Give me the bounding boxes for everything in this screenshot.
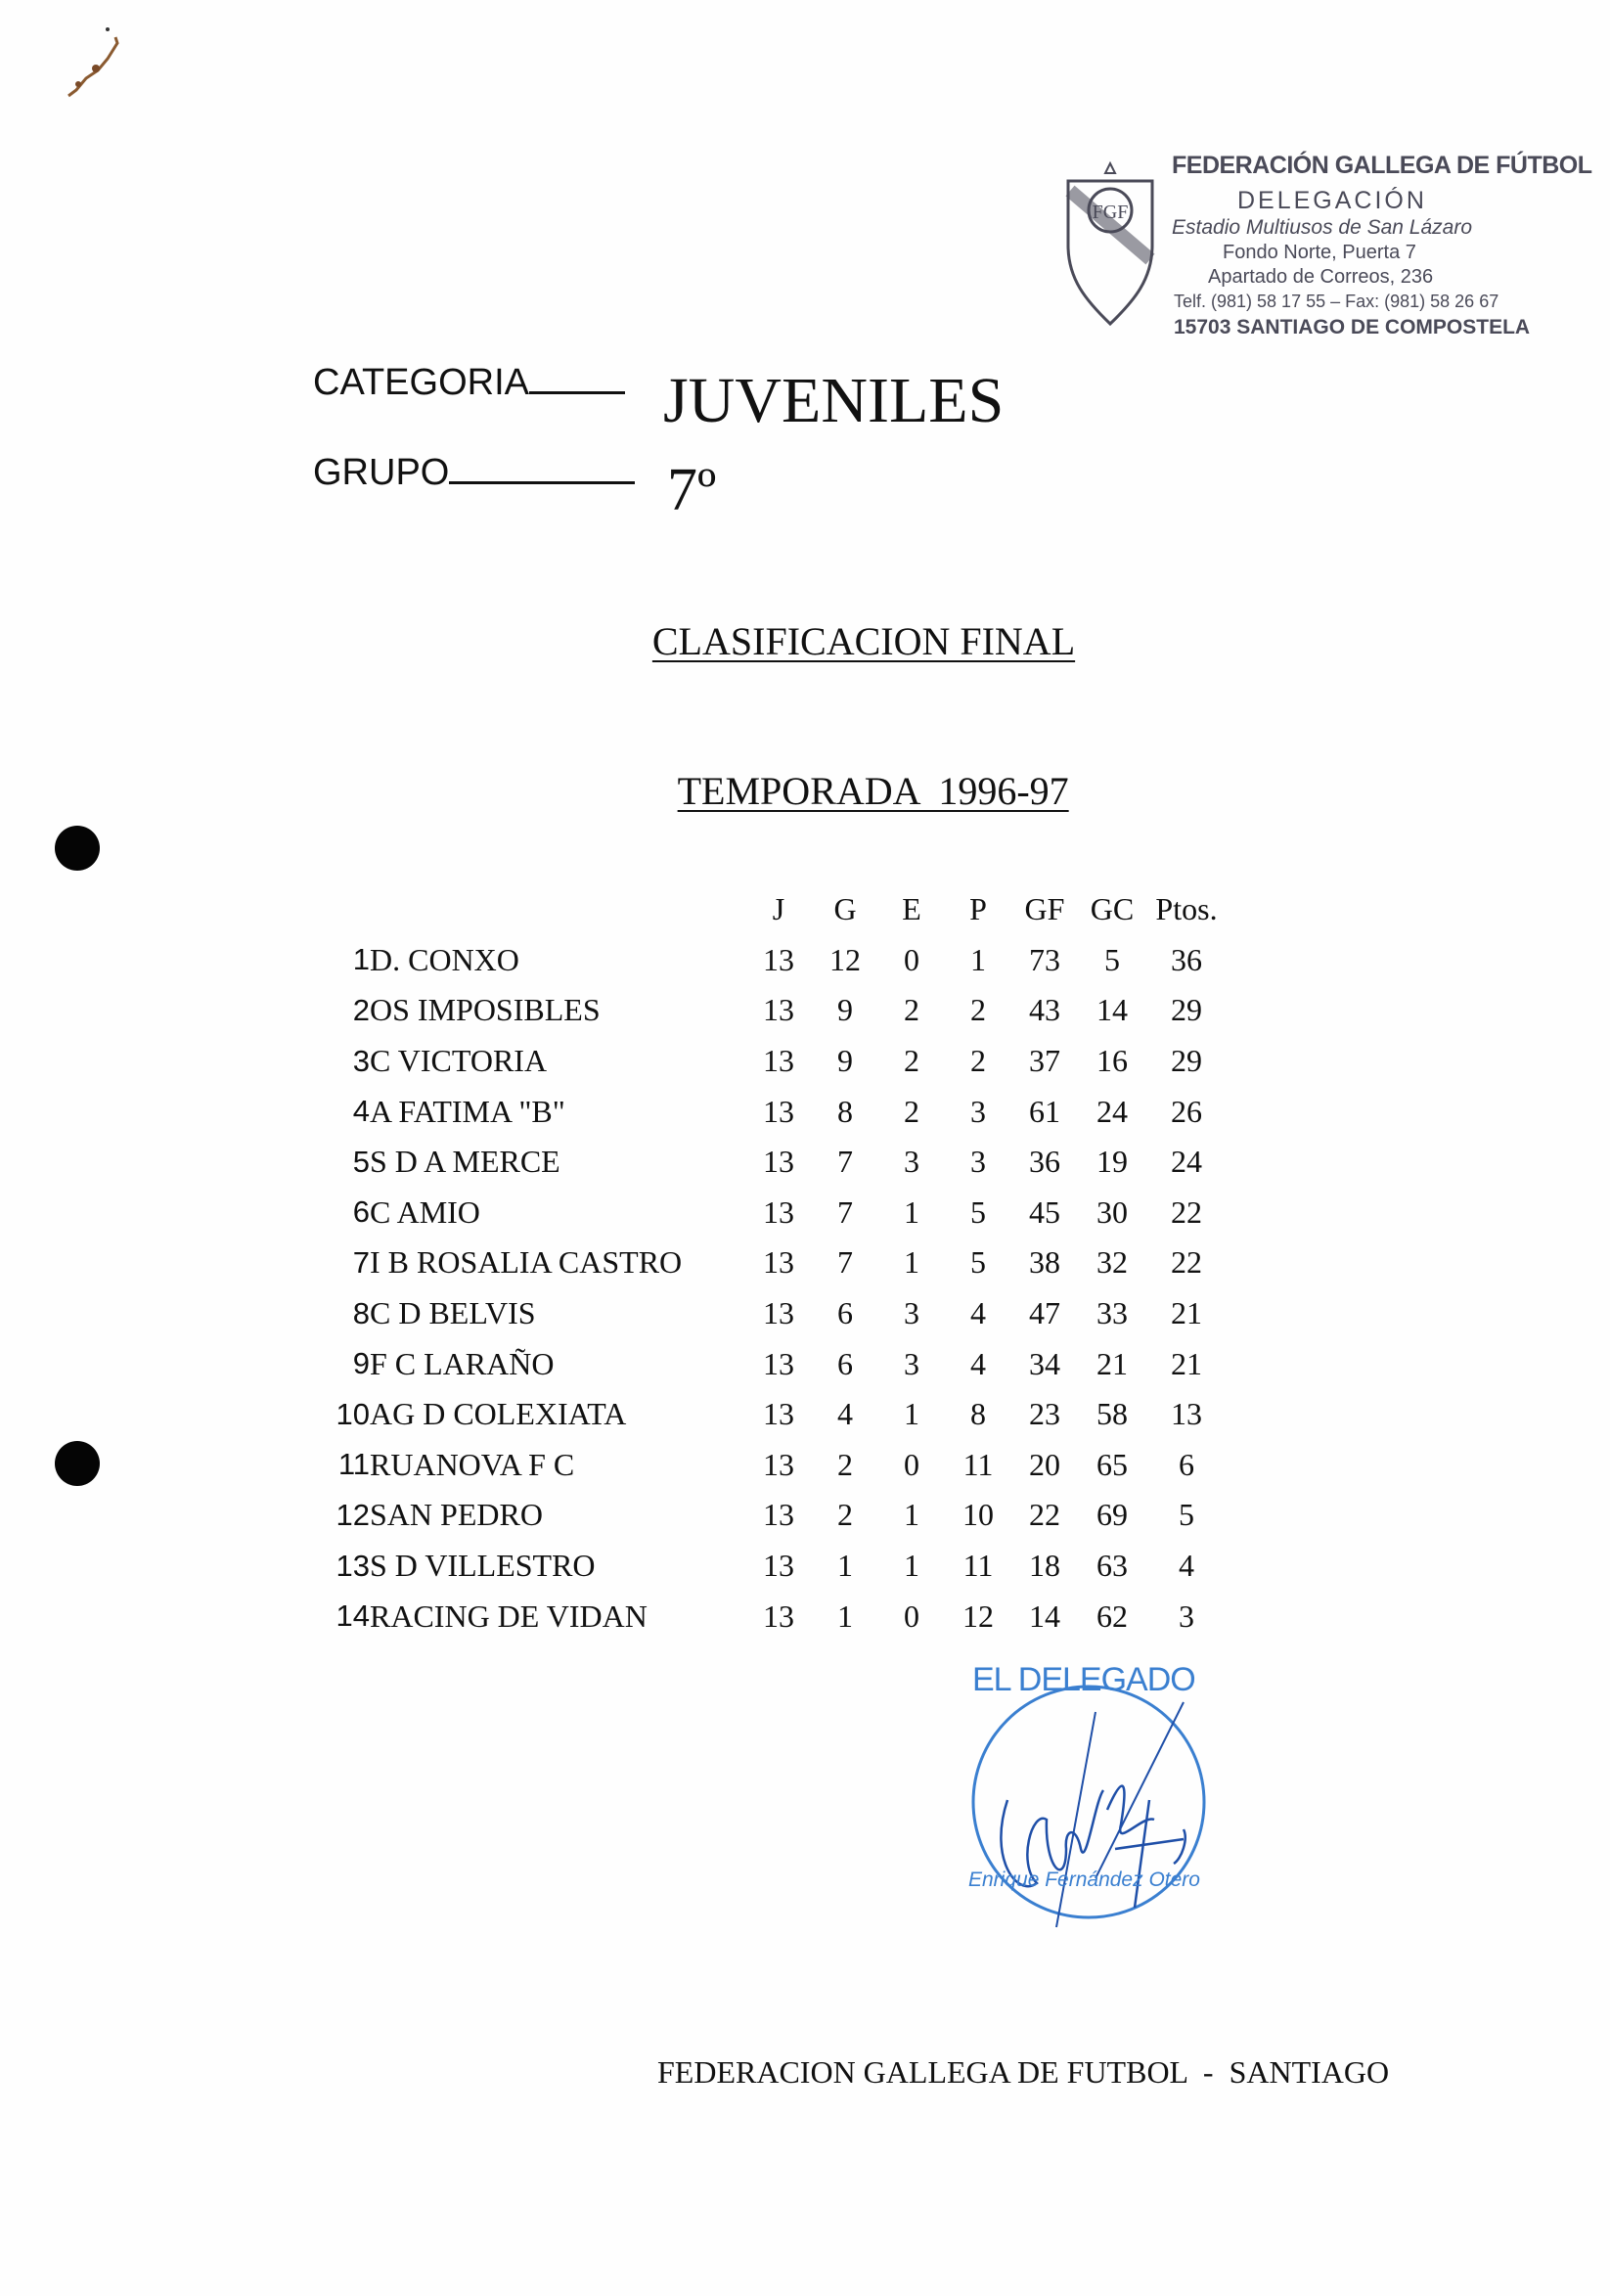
categoria-value: JUVENILES xyxy=(663,365,1005,436)
col-header-p: P xyxy=(969,891,987,927)
cell-pts: 5 xyxy=(1179,1497,1194,1533)
cell-p: 1 xyxy=(970,941,986,977)
cell-gf: 23 xyxy=(1029,1396,1060,1432)
cell-e: 2 xyxy=(904,1093,919,1129)
cell-pts: 21 xyxy=(1171,1295,1202,1331)
cell-gc: 21 xyxy=(1096,1345,1128,1381)
cell-team: RUANOVA F C xyxy=(370,1446,575,1482)
cell-position: 11 xyxy=(337,1447,370,1482)
cell-position: 4 xyxy=(352,1094,370,1129)
cell-position: 2 xyxy=(352,992,370,1027)
col-header-pts: Ptos. xyxy=(1155,891,1218,927)
delegado-signature xyxy=(949,1653,1252,1947)
cell-e: 0 xyxy=(904,1446,919,1482)
cell-gf: 14 xyxy=(1029,1598,1060,1634)
stamp-line-4: Fondo Norte, Puerta 7 xyxy=(1223,242,1416,263)
cell-pts: 6 xyxy=(1179,1446,1194,1482)
standings-table xyxy=(311,884,1227,1642)
cell-team: RACING DE VIDAN xyxy=(370,1598,648,1634)
table-row xyxy=(311,1086,1227,1137)
punch-hole-top xyxy=(55,826,100,871)
cell-e: 1 xyxy=(904,1497,919,1533)
cell-p: 8 xyxy=(970,1396,986,1432)
stamp-line-2: DELEGACIÓN xyxy=(1237,187,1427,214)
cell-j: 13 xyxy=(763,992,794,1028)
cell-gc: 58 xyxy=(1096,1396,1128,1432)
cell-e: 3 xyxy=(904,1295,919,1331)
cell-team: A FATIMA "B" xyxy=(370,1093,565,1129)
cell-p: 5 xyxy=(970,1193,986,1230)
cell-gc: 63 xyxy=(1096,1548,1128,1584)
cell-position: 6 xyxy=(352,1194,370,1230)
cell-gf: 18 xyxy=(1029,1548,1060,1584)
table-row xyxy=(311,1490,1227,1541)
cell-team: S D A MERCE xyxy=(370,1144,560,1180)
federation-crest-icon xyxy=(1056,152,1164,328)
cell-position: 8 xyxy=(352,1295,370,1330)
col-header-g: G xyxy=(833,891,857,927)
table-row xyxy=(311,1188,1227,1238)
signature-title: EL DELEGADO xyxy=(972,1661,1195,1698)
cell-p: 4 xyxy=(970,1295,986,1331)
cell-e: 3 xyxy=(904,1345,919,1381)
cell-pts: 22 xyxy=(1171,1244,1202,1281)
grupo-label: GRUPO xyxy=(313,452,635,494)
categoria-label: CATEGORIA xyxy=(313,362,625,404)
cell-j: 13 xyxy=(763,1144,794,1180)
table-row xyxy=(311,1591,1227,1642)
signature-name: Enrique Fernández Otero xyxy=(968,1868,1200,1891)
cell-e: 2 xyxy=(904,1043,919,1079)
cell-gf: 34 xyxy=(1029,1345,1060,1381)
cell-pts: 21 xyxy=(1171,1345,1202,1381)
cell-position: 1 xyxy=(352,942,370,977)
table-row xyxy=(311,1036,1227,1087)
cell-gf: 37 xyxy=(1029,1043,1060,1079)
cell-g: 4 xyxy=(837,1396,853,1432)
cell-e: 2 xyxy=(904,992,919,1028)
cell-position: 5 xyxy=(352,1144,370,1179)
standings-body xyxy=(311,935,1227,1642)
cell-team: AG D COLEXIATA xyxy=(370,1396,627,1432)
cell-gc: 19 xyxy=(1096,1144,1128,1180)
cell-team: C AMIO xyxy=(370,1193,480,1230)
cell-p: 4 xyxy=(970,1345,986,1381)
cell-gc: 16 xyxy=(1096,1043,1128,1079)
cell-gc: 33 xyxy=(1096,1295,1128,1331)
stamp-line-3: Estadio Multiusos de San Lázaro xyxy=(1172,216,1473,239)
cell-g: 7 xyxy=(837,1193,853,1230)
cell-j: 13 xyxy=(763,1093,794,1129)
cell-j: 13 xyxy=(763,1244,794,1281)
table-row xyxy=(311,1338,1227,1389)
ink-smudge xyxy=(39,20,127,117)
cell-gf: 61 xyxy=(1029,1093,1060,1129)
col-header-gc: GC xyxy=(1090,891,1135,927)
cell-p: 11 xyxy=(962,1446,994,1482)
stamp-line-1: FEDERACIÓN GALLEGA DE FÚTBOL xyxy=(1172,152,1592,179)
cell-p: 10 xyxy=(962,1497,994,1533)
cell-gc: 32 xyxy=(1096,1244,1128,1281)
col-header-j: J xyxy=(772,891,785,927)
cell-p: 2 xyxy=(970,992,986,1028)
table-row xyxy=(311,935,1227,986)
cell-pts: 36 xyxy=(1171,941,1202,977)
cell-g: 7 xyxy=(837,1244,853,1281)
page-title: CLASIFICACION FINAL xyxy=(651,619,1076,663)
cell-g: 6 xyxy=(837,1345,853,1381)
cell-gf: 38 xyxy=(1029,1244,1060,1281)
cell-gf: 20 xyxy=(1029,1446,1060,1482)
cell-team: OS IMPOSIBLES xyxy=(370,992,601,1028)
cell-gc: 69 xyxy=(1096,1497,1128,1533)
cell-pts: 26 xyxy=(1171,1093,1202,1129)
cell-j: 13 xyxy=(763,1193,794,1230)
cell-g: 12 xyxy=(829,941,861,977)
col-header-e: E xyxy=(902,891,921,927)
federation-stamp xyxy=(1056,152,1592,347)
cell-pts: 29 xyxy=(1171,1043,1202,1079)
cell-g: 8 xyxy=(837,1093,853,1129)
punch-hole-bottom xyxy=(55,1441,100,1486)
cell-j: 13 xyxy=(763,1345,794,1381)
footer-text: FEDERACION GALLEGA DE FUTBOL - SANTIAGO xyxy=(657,2054,1390,2090)
cell-team: SAN PEDRO xyxy=(370,1497,543,1533)
cell-e: 1 xyxy=(904,1193,919,1230)
svg-text:FGF: FGF xyxy=(1092,202,1129,223)
cell-gf: 36 xyxy=(1029,1144,1060,1180)
cell-gf: 45 xyxy=(1029,1193,1060,1230)
cell-p: 2 xyxy=(970,1043,986,1079)
cell-gf: 47 xyxy=(1029,1295,1060,1331)
season-title: TEMPORADA 1996-97 xyxy=(677,769,1069,813)
cell-pts: 22 xyxy=(1171,1193,1202,1230)
cell-position: 7 xyxy=(352,1244,370,1280)
col-header-gf: GF xyxy=(1024,891,1065,927)
cell-g: 1 xyxy=(837,1548,853,1584)
table-row xyxy=(311,1389,1227,1440)
cell-team: S D VILLESTRO xyxy=(370,1548,596,1584)
cell-j: 13 xyxy=(763,1396,794,1432)
table-row xyxy=(311,1288,1227,1339)
cell-p: 3 xyxy=(970,1093,986,1129)
cell-p: 3 xyxy=(970,1144,986,1180)
cell-g: 9 xyxy=(837,1043,853,1079)
cell-j: 13 xyxy=(763,1548,794,1584)
cell-g: 9 xyxy=(837,992,853,1028)
stamp-line-6: Telf. (981) 58 17 55 – Fax: (981) 58 26 67 xyxy=(1174,292,1499,311)
cell-gf: 22 xyxy=(1029,1497,1060,1533)
table-row xyxy=(311,1238,1227,1288)
cell-gc: 62 xyxy=(1096,1598,1128,1634)
cell-gc: 30 xyxy=(1096,1193,1128,1230)
cell-position: 13 xyxy=(335,1548,370,1583)
table-row xyxy=(311,1440,1227,1491)
cell-e: 0 xyxy=(904,1598,919,1634)
cell-pts: 24 xyxy=(1171,1144,1202,1180)
stamp-line-7: 15703 SANTIAGO DE COMPOSTELA xyxy=(1174,316,1531,338)
cell-j: 13 xyxy=(763,1497,794,1533)
cell-e: 1 xyxy=(904,1396,919,1432)
table-header-row xyxy=(311,884,1227,935)
cell-gc: 5 xyxy=(1104,941,1120,977)
table-row xyxy=(311,1541,1227,1592)
cell-team: F C LARAÑO xyxy=(370,1345,555,1381)
cell-gc: 24 xyxy=(1096,1093,1128,1129)
table-row xyxy=(311,985,1227,1036)
grupo-value: 7º xyxy=(667,457,717,523)
cell-g: 2 xyxy=(837,1497,853,1533)
cell-j: 13 xyxy=(763,1295,794,1331)
cell-gc: 14 xyxy=(1096,992,1128,1028)
cell-p: 12 xyxy=(962,1598,994,1634)
cell-position: 9 xyxy=(352,1346,370,1381)
cell-j: 13 xyxy=(763,941,794,977)
cell-p: 11 xyxy=(962,1548,994,1584)
cell-team: C VICTORIA xyxy=(370,1043,548,1079)
cell-position: 12 xyxy=(335,1497,370,1532)
cell-e: 1 xyxy=(904,1244,919,1281)
cell-j: 13 xyxy=(763,1043,794,1079)
cell-pts: 3 xyxy=(1179,1598,1194,1634)
cell-team: I B ROSALIA CASTRO xyxy=(370,1244,683,1281)
cell-team: C D BELVIS xyxy=(370,1295,536,1331)
stamp-line-5: Apartado de Correos, 236 xyxy=(1208,266,1434,288)
cell-g: 2 xyxy=(837,1446,853,1482)
cell-pts: 13 xyxy=(1171,1396,1202,1432)
cell-e: 1 xyxy=(904,1548,919,1584)
cell-j: 13 xyxy=(763,1598,794,1634)
cell-team: D. CONXO xyxy=(370,941,519,977)
cell-g: 6 xyxy=(837,1295,853,1331)
cell-p: 5 xyxy=(970,1244,986,1281)
cell-gc: 65 xyxy=(1096,1446,1128,1482)
cell-j: 13 xyxy=(763,1446,794,1482)
cell-g: 7 xyxy=(837,1144,853,1180)
table-row xyxy=(311,1137,1227,1188)
cell-pts: 29 xyxy=(1171,992,1202,1028)
cell-pts: 4 xyxy=(1179,1548,1194,1584)
cell-gf: 43 xyxy=(1029,992,1060,1028)
cell-position: 10 xyxy=(335,1396,370,1431)
cell-e: 0 xyxy=(904,941,919,977)
cell-position: 3 xyxy=(352,1043,370,1078)
cell-position: 14 xyxy=(335,1598,370,1634)
cell-g: 1 xyxy=(837,1598,853,1634)
cell-gf: 73 xyxy=(1029,941,1060,977)
cell-e: 3 xyxy=(904,1144,919,1180)
